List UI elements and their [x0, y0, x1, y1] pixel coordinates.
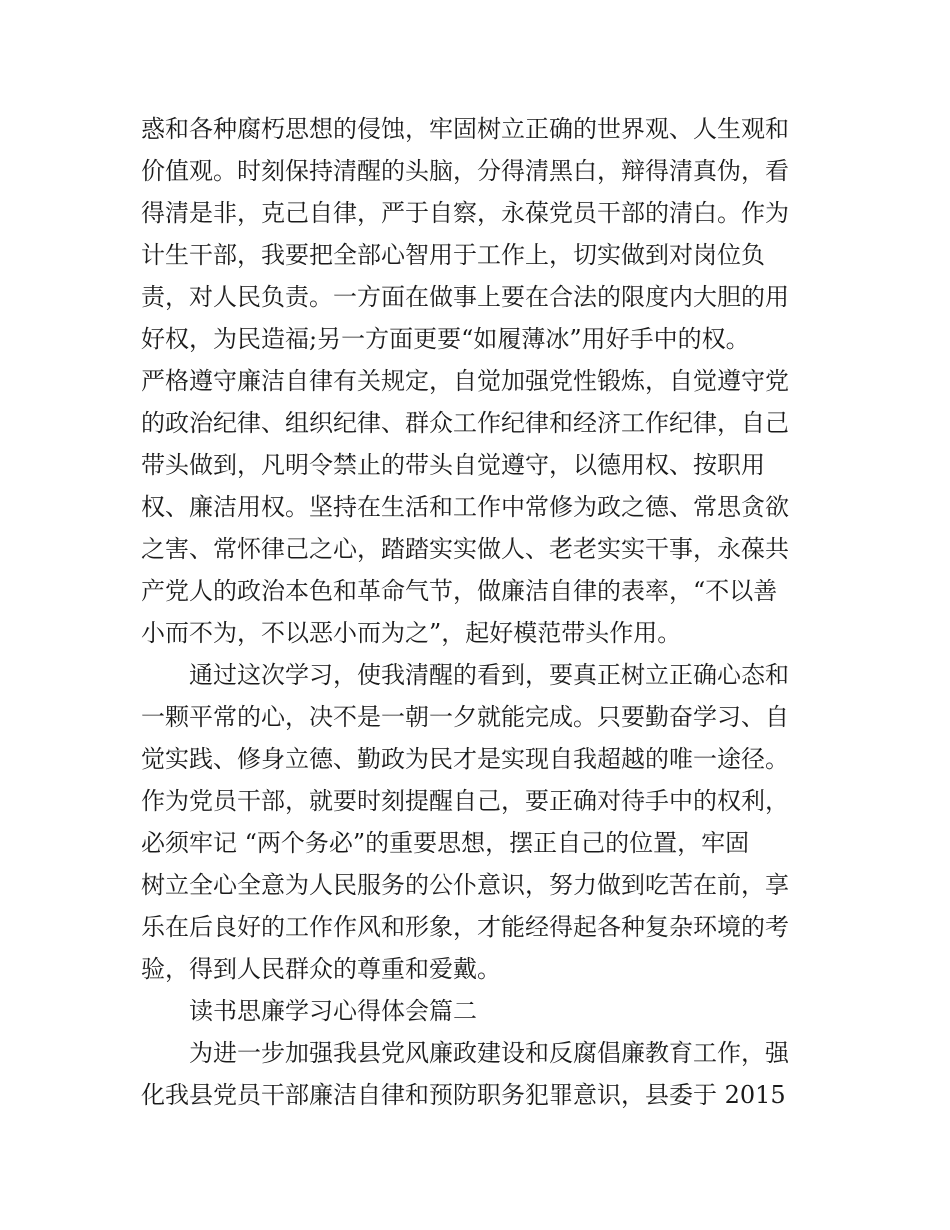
- text-line: 之害、常怀律己之心，踏踏实实做人、老老实实干事，永葆共: [141, 535, 789, 563]
- text-line: 树立全心全意为人民服务的公仆意识，努力做到吃苦在前，享: [141, 871, 789, 899]
- text-line: 验，得到人民群众的尊重和爱戴。: [141, 955, 501, 983]
- text-line: 觉实践、修身立德、勤政为民才是实现自我超越的唯一途径。: [141, 745, 789, 773]
- text-line: 一颗平常的心，决不是一朝一夕就能完成。只要勤奋学习、自: [141, 703, 789, 731]
- text-line: 价值观。时刻保持清醒的头脑，分得清黑白，辩得清真伪，看: [141, 157, 789, 185]
- section-heading: 读书思廉学习心得体会篇二: [141, 997, 477, 1025]
- text-line: 严格遵守廉洁自律有关规定，自觉加强党性锻炼，自觉遵守党: [141, 367, 789, 395]
- text-line: 带头做到，凡明令禁止的带头自觉遵守，以德用权、按职用: [141, 451, 765, 479]
- text-line: 化我县党员干部廉洁自律和预防职务犯罪意识，县委于 2015: [141, 1081, 786, 1109]
- text-line: 必须牢记 “两个务必”的重要思想，摆正自己的位置，牢固: [141, 829, 750, 857]
- text-line: 好权，为民造福;另一方面更要“如履薄冰”用好手中的权。: [141, 325, 750, 353]
- text-line: 乐在后良好的工作作风和形象，才能经得起各种复杂环境的考: [141, 913, 789, 941]
- text-line: 权、廉洁用权。坚持在生活和工作中常修为政之德、常思贪欲: [141, 493, 789, 521]
- text-line: 惑和各种腐朽思想的侵蚀，牢固树立正确的世界观、人生观和: [141, 115, 789, 143]
- text-line: 的政治纪律、组织纪律、群众工作纪律和经济工作纪律，自己: [141, 409, 789, 437]
- text-line: 小而不为，不以恶小而为之”，起好模范带头作用。: [141, 619, 682, 647]
- text-line: 得清是非，克己自律，严于自察，永葆党员干部的清白。作为: [141, 199, 789, 227]
- text-line: 通过这次学习，使我清醒的看到，要真正树立正确心态和: [141, 661, 789, 689]
- text-line: 责，对人民负责。一方面在做事上要在合法的限度内大胆的用: [141, 283, 789, 311]
- text-line: 作为党员干部，就要时刻提醒自己，要正确对待手中的权利，: [141, 787, 789, 815]
- text-line: 产党人的政治本色和革命气节，做廉洁自律的表率，“不以善: [141, 577, 778, 605]
- text-line: 为进一步加强我县党风廉政建设和反腐倡廉教育工作，强: [141, 1039, 789, 1067]
- text-line: 计生干部，我要把全部心智用于工作上，切实做到对岗位负: [141, 241, 765, 269]
